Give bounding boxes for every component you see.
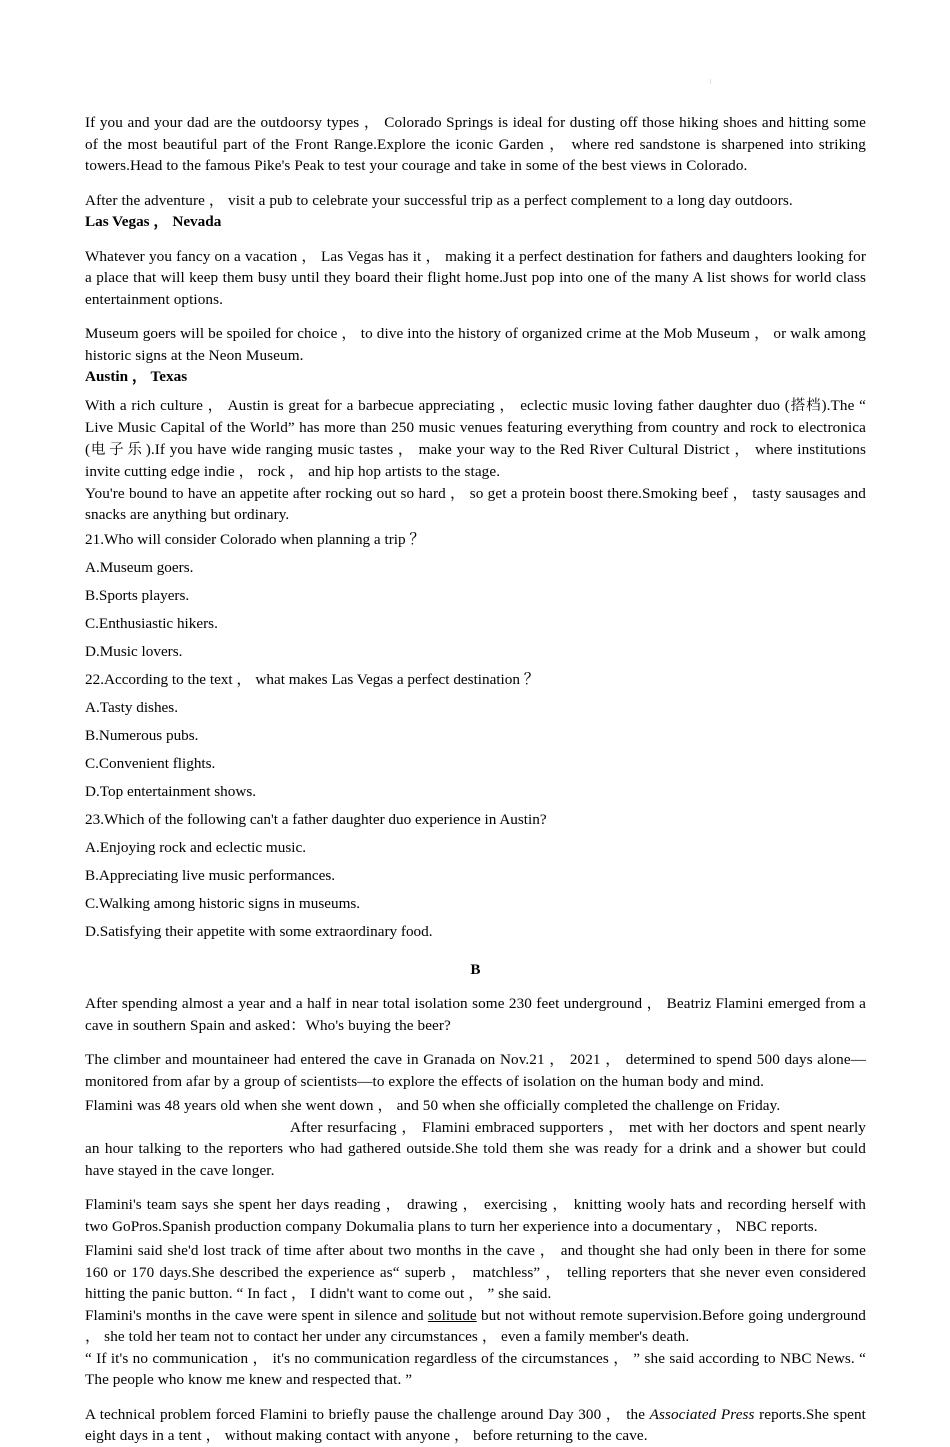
austin-text-part-3: ).If you have wide ranging music tastes ， make your way to the Red River Cultural District ， where institutions invite cutting edge indie ， rock ， and hip hop artists to the stage. xyxy=(85,440,866,480)
paragraph-spacer xyxy=(85,1391,866,1404)
paragraph-no-communication-quote: “ If it's no communication ， it's no communication regardless of the circumstances ， ” she said according to NBC News. “ The people who know me knew and respected that. ” xyxy=(85,1349,866,1388)
paragraph-colorado-springs: If you and your dad are the outdoorsy types ， Colorado Springs is ideal for dusting off those hiking shoes and hitting some of the most beautiful part of the Front Range.Explore the iconic Garden ， where red sandstone is sharpened into striking towers.Head to the famous Pike's Peak to test your courage and take in some of the best views in Colorado. xyxy=(85,114,866,174)
paragraph-museum-goers: Museum goers will be spoiled for choice ， to dive into the history of organized crime at the Mob Museum ， or walk among historic signs at the Neon Museum. xyxy=(85,325,866,364)
paragraph-flamini-age: Flamini was 48 years old when she went down ， and 50 when she officially completed the challenge on Friday. xyxy=(85,1097,781,1114)
section-heading-austin: Austin ， Texas xyxy=(85,368,188,385)
question-22-option-d[interactable]: D.Top entertainment shows. xyxy=(85,782,257,800)
technical-text-part-1: A technical problem forced Flamini to briefly pause the challenge around Day 300 ， the xyxy=(85,1405,650,1423)
paragraph-entered-cave-granada: The climber and mountaineer had entered the cave in Granada on Nov.21 ， 2021 ， determined to spend 500 days alone—monitored from afar by a group of scientists—to explore the effects of isolation on the human body and mind. xyxy=(85,1051,866,1090)
source-associated-press: Associated Press xyxy=(649,1405,755,1423)
question-22-option-b[interactable]: B.Numerous pubs. xyxy=(85,726,199,744)
underlined-vocabulary-solitude: solitude xyxy=(427,1306,477,1324)
paragraph-spacer xyxy=(85,980,866,993)
question-23-option-d[interactable]: D.Satisfying their appetite with some extraordinary food. xyxy=(85,922,433,940)
question-23-stem: 23.Which of the following can't a father daughter duo experience in Austin? xyxy=(85,810,547,828)
paragraph-flamini-team: Flamini's team says she spent her days reading ， drawing ， exercising ， knitting wooly hats and recording herself with two GoPros.Spanish production company Dokumalia plans to turn her experience into a documentary ， NBC reports. xyxy=(85,1196,866,1235)
paragraph-lost-track-of-time: Flamini said she'd lost track of time after about two months in the cave ， and thought she had only been in there for some 160 or 170 days.She described the experience as“ superb ， matchless” ， telling reporters that she never even considered hitting the panic button. “ In fact ， I didn't want to come out ， ” she said. xyxy=(85,1242,866,1302)
paragraph-spacer xyxy=(85,233,866,246)
passage-marker-b: B xyxy=(470,960,481,978)
solitude-text-part-1: Flamini's months in the cave were spent in silence and xyxy=(85,1306,428,1324)
paragraph-flamini-emerged: After spending almost a year and a half in near total isolation some 230 feet underground ， Beatriz Flamini emerged from a cave in southern Spain and asked：Who's buying the beer? xyxy=(85,995,866,1034)
austin-text-part-2: ).The “ Live Music Capital of the World” has more than 250 music venues featuring everything from country and rock to electronica ( xyxy=(85,396,866,458)
question-22-option-c[interactable]: C.Convenient flights. xyxy=(85,754,216,772)
paragraph-spacer xyxy=(85,388,866,395)
question-21-stem: 21.Who will consider Colorado when planning a trip ？ xyxy=(85,530,425,548)
austin-text-part-1: With a rich culture ， Austin is great for a barbecue appreciating ， eclectic music loving father daughter duo ( xyxy=(85,396,790,414)
technical-text-part-2: reports.She spent eight days in a tent ， without making contact with anyone ， before returning to the cave. xyxy=(85,1405,866,1444)
paragraph-technical-problem xyxy=(85,1404,866,1447)
question-22-option-a[interactable]: A.Tasty dishes. xyxy=(85,698,179,716)
question-22-stem: 22.According to the text ， what makes Las Vegas a perfect destination ？ xyxy=(85,670,539,688)
paragraph-solitude xyxy=(85,1305,866,1348)
scan-artifact-mark xyxy=(710,79,711,84)
question-23-option-c[interactable]: C.Walking among historic signs in museums. xyxy=(85,894,361,912)
paragraph-after-the-adventure: After the adventure ， visit a pub to celebrate your successful trip as a perfect complement to a long day outdoors. xyxy=(85,191,793,209)
after-resurfacing-text: After resurfacing ， Flamini embraced supporters ， met with her doctors and spent nearly an hour talking to the reporters who had gathered outside.She told them she was ready for a drink and a shower but could have stayed in the cave longer. xyxy=(85,1118,866,1179)
paragraph-austin-appetite: You're bound to have an appetite after rocking out so hard ， so get a protein boost there.Smoking beef ， tasty sausages and snacks are anything but ordinary. xyxy=(85,484,866,523)
paragraph-las-vegas-whatever: Whatever you fancy on a vacation ， Las Vegas has it ， making it a perfect destination for fathers and daughters looking for a place that will keep them busy until they board their flight home.Just pop into one of the many A list shows for world class entertainment options. xyxy=(85,247,866,308)
section-heading-las-vegas: Las Vegas ， Nevada xyxy=(85,213,222,230)
chinese-gloss-electronic-music: 电子乐 xyxy=(90,441,146,458)
paragraph-spacer xyxy=(85,1181,866,1194)
question-21-option-c[interactable]: C.Enthusiastic hikers. xyxy=(85,614,218,632)
paragraph-spacer xyxy=(85,310,866,323)
question-23-option-a[interactable]: A.Enjoying rock and eclectic music. xyxy=(85,838,306,856)
paragraph-spacer xyxy=(85,1036,866,1049)
paragraph-austin-culture xyxy=(85,395,866,483)
question-21-option-d[interactable]: D.Music lovers. xyxy=(85,642,183,660)
question-23-option-b[interactable]: B.Appreciating live music performances. xyxy=(85,866,336,884)
paragraph-spacer xyxy=(85,177,866,190)
section-spacer xyxy=(85,946,866,959)
chinese-gloss-partner: 搭档 xyxy=(789,397,822,414)
paragraph-after-resurfacing xyxy=(85,1117,866,1182)
question-21-option-a[interactable]: A.Museum goers. xyxy=(85,558,194,576)
question-21-option-b[interactable]: B.Sports players. xyxy=(85,586,190,604)
solitude-text-part-2: but not without remote supervision.Before going underground ， she told her team not to contact her under any circumstances ， even a family member's death. xyxy=(85,1306,866,1345)
document-text-body xyxy=(85,112,866,1447)
